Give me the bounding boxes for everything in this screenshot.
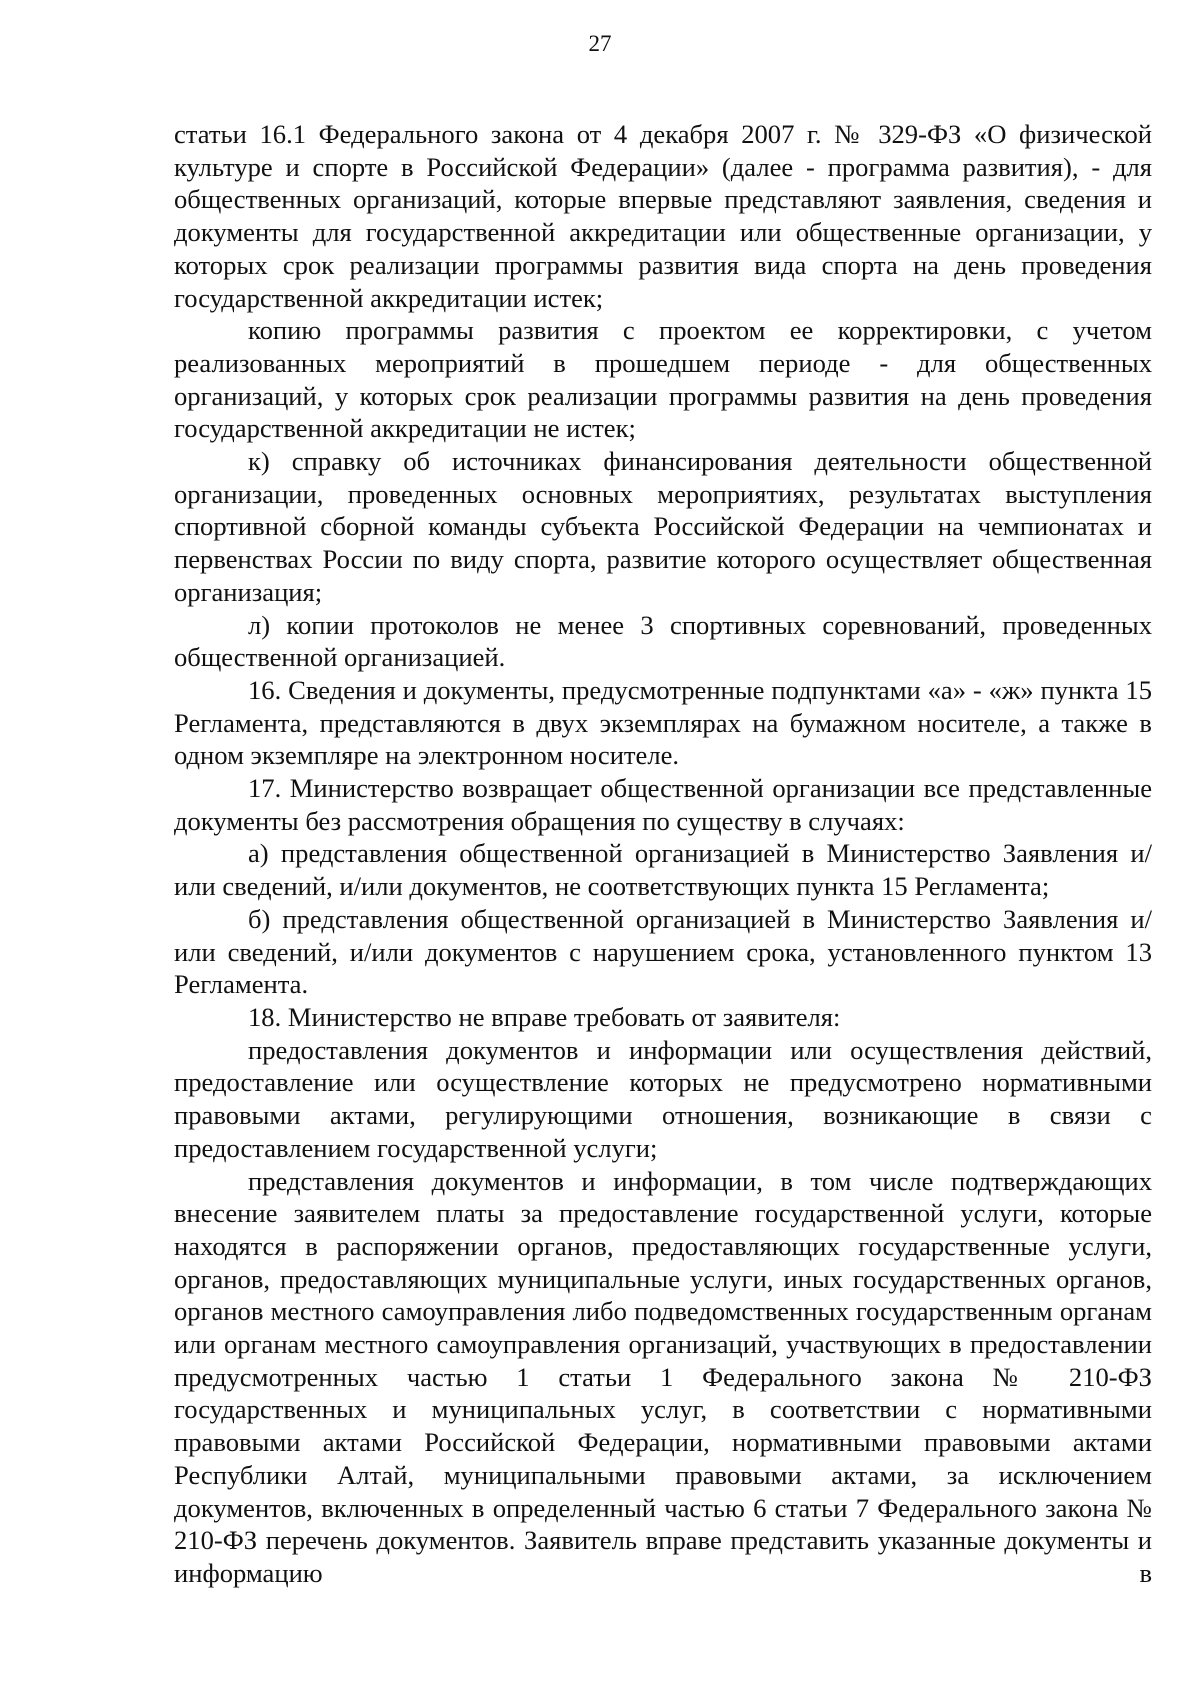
paragraph-18: 18. Министерство не вправе требовать от заявителя: — [248, 1001, 841, 1032]
page-number: 27 — [588, 31, 612, 56]
paragraph-item-k: к) справку об источниках финансирования деятельности общественной организации, проведенных основных мероприятиях, результатах выступления спортивной сборной команды субъекта Российской Федерации на чемпионатах и первенствах России по виду спорта, развитие которого осуществляет общественная организация; — [174, 446, 1152, 607]
paragraph-program-copy: копию программы развития с проектом ее корректировки, с учетом реализованных мероприятий в прошедшем периоде - для общественных организаций, у которых срок реализации программы развития на день проведения государственной аккредитации не истек; — [174, 315, 1152, 444]
paragraph-17-a: а) представления общественной организацией в Министерство Заявления и/или сведений, и/или документов, не соответствующих пункта 15 Регламента; — [174, 838, 1152, 902]
paragraph-17: 17. Министерство возвращает общественной организации все представленные документы без рассмотрения обращения по существу в случаях: — [174, 773, 1152, 836]
paragraph-16: 16. Сведения и документы, предусмотренные подпунктами «а» - «ж» пункта 15 Регламента, представляются в двух экземплярах на бумажном носителе, а также в одном экземпляре на электронном носителе. — [174, 674, 1152, 771]
paragraph-item-l: л) копии протоколов не менее 3 спортивных соревнований, проведенных общественной организацией. — [174, 609, 1152, 673]
paragraph-18-2: представления документов и информации, в том числе подтверждающих внесение заявителем платы за предоставление государственной услуги, которые находятся в распоряжении органов, предоставляющих государственные услуги, органов, предоставляющих муниципальные услуги, иных государственных органов, органов местного самоуправления либо подведомственных государственным органам или органам местного самоуправления организаций, участвующих в предоставлении предусмотренных частью 1 статьи 1 Федерального закона № 210-ФЗ государственных и муниципальных услуг, в соответствии с нормативными правовыми актами Российской Федерации, нормативными правовыми актами Республики Алтай, муниципальными правовыми актами, за исключением документов, включенных в определенный частью 6 статьи 7 Федерального закона № 210-ФЗ перечень документов. Заявитель вправе представить указанные документы и информацию в — [174, 1165, 1152, 1588]
document-body — [174, 118, 1152, 1590]
paragraph-continuation: статьи 16.1 Федерального закона от 4 декабря 2007 г. № 329-ФЗ «О физической культуре и спорте в Российской Федерации» (далее - программа развития), - для общественных организаций, которые впервые представляют заявления, сведения и документы для государственной аккредитации или общественные организации, у которых срок реализации программы развития вида спорта на день проведения государственной аккредитации истек; — [174, 119, 1152, 313]
paragraph-17-b: б) представления общественной организацией в Министерство Заявления и/или сведений, и/или документов с нарушением срока, установленного пунктом 13 Регламента. — [174, 903, 1152, 1000]
paragraph-18-1: предоставления документов и информации или осуществления действий, предоставление или осуществление которых не предусмотрено нормативными правовыми актами, регулирующими отношения, возникающие в связи с предоставлением государственной услуги; — [174, 1034, 1152, 1163]
